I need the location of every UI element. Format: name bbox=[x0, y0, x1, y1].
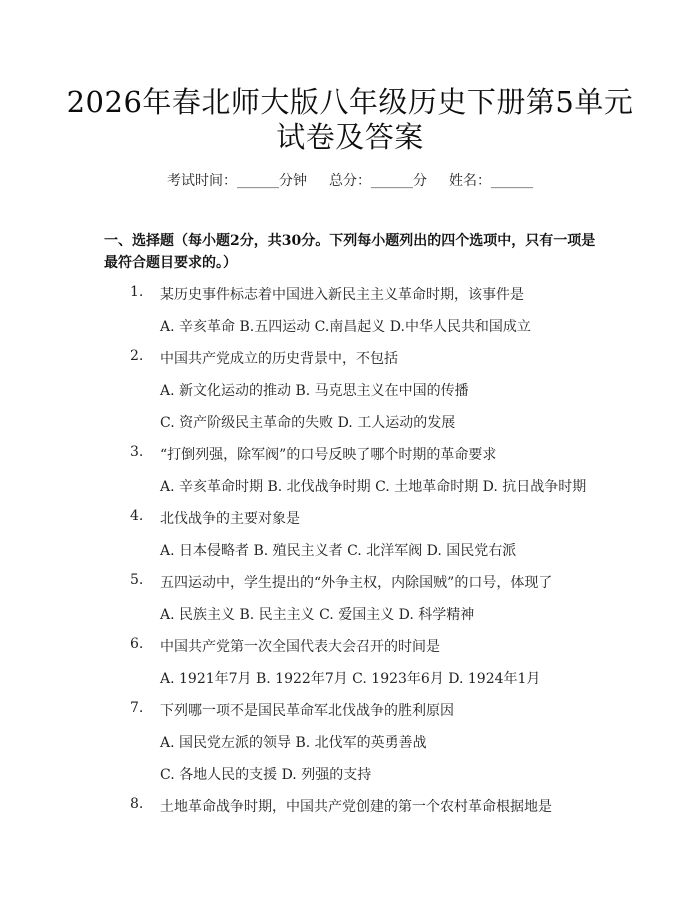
exam-time-field: 考试时间：______分钟 bbox=[167, 173, 307, 189]
question-3-number: 3. bbox=[130, 444, 144, 460]
question-5-number: 5. bbox=[130, 572, 144, 588]
question-1-options: A. 辛亥革命 B.五四运动 C.南昌起义 D.中华人民共和国成立 bbox=[160, 319, 531, 335]
question-2-number: 2. bbox=[130, 348, 144, 364]
question-6-options: A. 1921年7月 B. 1922年7月 C. 1923年6月 D. 1924年1月 bbox=[160, 671, 541, 687]
student-name-field: 姓名：______ bbox=[449, 173, 533, 189]
question-1-number: 1. bbox=[130, 284, 144, 300]
question-3-text: “打倒列强，除军阀”的口号反映了哪个时期的革命要求 bbox=[160, 447, 497, 463]
section-heading-line1: 一、选择题（每小题2分，共30分。下列每小题列出的四个选项中，只有一项是 bbox=[104, 233, 596, 249]
question-6-number: 6. bbox=[130, 636, 144, 652]
exam-info-line bbox=[0, 170, 700, 190]
question-2-options-line1: A. 新文化运动的推动 B. 马克思主义在中国的传播 bbox=[160, 383, 469, 399]
section-heading-line2: 最符合题目要求的。） bbox=[104, 255, 237, 271]
question-7-number: 7. bbox=[130, 700, 144, 716]
question-4-options: A. 日本侵略者 B. 殖民主义者 C. 北洋军阀 D. 国民党右派 bbox=[160, 543, 517, 559]
question-2-text: 中国共产党成立的历史背景中，不包括 bbox=[160, 351, 398, 367]
exam-title-line1: 2026年春北师大版八年级历史下册第5单元 bbox=[66, 85, 634, 119]
exam-title-line2: 试卷及答案 bbox=[276, 120, 424, 154]
question-7-text: 下列哪一项不是国民革命军北伐战争的胜利原因 bbox=[160, 703, 454, 719]
question-5-options: A. 民族主义 B. 民主主义 C. 爱国主义 D. 科学精神 bbox=[160, 607, 475, 623]
question-4-text: 北伐战争的主要对象是 bbox=[160, 511, 300, 527]
question-6-text: 中国共产党第一次全国代表大会召开的时间是 bbox=[160, 639, 440, 655]
question-7-options-line2: C. 各地人民的支援 D. 列强的支持 bbox=[160, 767, 372, 783]
question-7-options-line1: A. 国民党左派的领导 B. 北伐军的英勇善战 bbox=[160, 735, 427, 751]
question-8-number: 8. bbox=[130, 796, 144, 812]
exam-score-field: 总分：______分 bbox=[329, 173, 427, 189]
question-5-text: 五四运动中，学生提出的“外争主权，内除国贼”的口号，体现了 bbox=[160, 575, 553, 591]
question-8-text: 土地革命战争时期，中国共产党创建的第一个农村革命根据地是 bbox=[160, 799, 552, 815]
question-4-number: 4. bbox=[130, 508, 144, 524]
question-3-options: A. 辛亥革命时期 B. 北伐战争时期 C. 土地革命时期 D. 抗日战争时期 bbox=[160, 479, 587, 495]
question-1-text: 某历史事件标志着中国进入新民主主义革命时期，该事件是 bbox=[160, 287, 524, 303]
question-2-options-line2: C. 资产阶级民主革命的失败 D. 工人运动的发展 bbox=[160, 415, 456, 431]
